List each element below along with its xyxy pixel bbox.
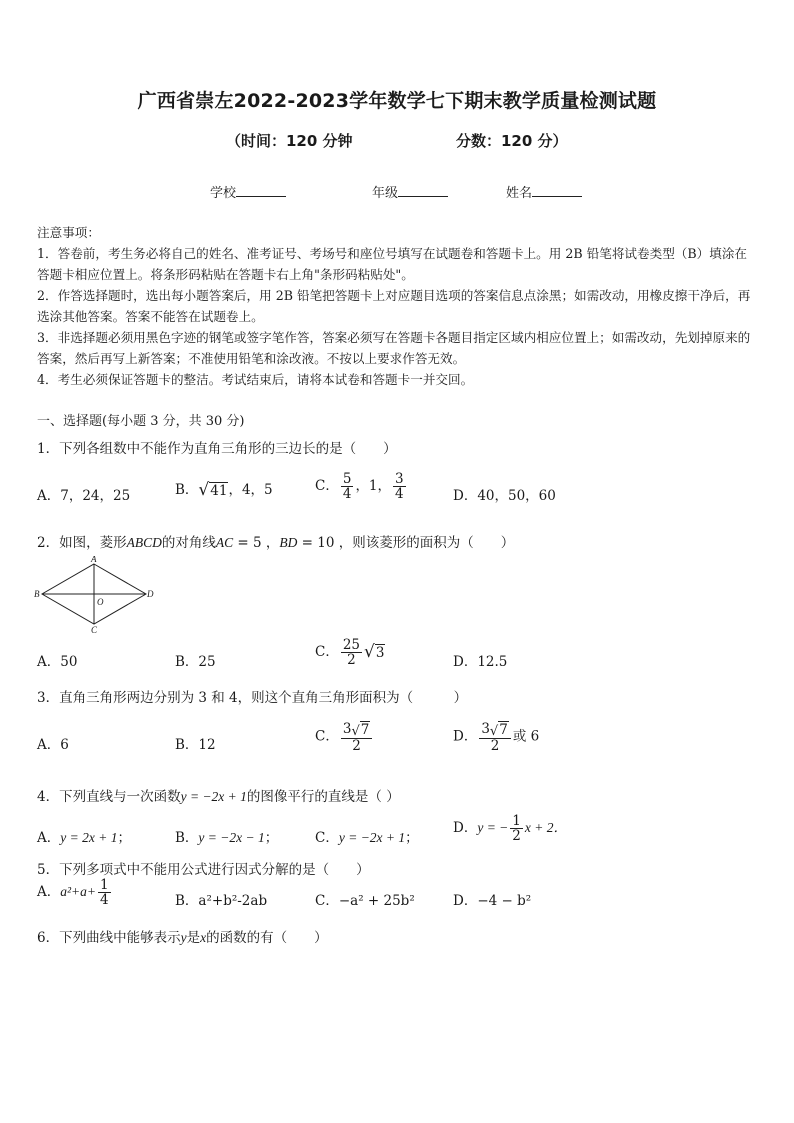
q2-option-c: C． $\frac{25}{2}$ √ 3	[315, 637, 385, 669]
q3-option-b: B．12	[175, 737, 216, 753]
q1-option-d: D．40，50，60	[453, 488, 556, 504]
q1-option-a: A．7，24，25	[37, 488, 131, 504]
note-2: 2．作答选择题时，选出每小题答案后，用 2B 铅笔把答题卡上对应题目选项的答案信息点涂黑；如需改动，用橡皮擦干净后，再选涂其他答案。答案不能答在试题卷上。	[37, 288, 751, 324]
vertex-label-d: D	[147, 589, 154, 599]
fraction: 3 √ 7 2	[479, 721, 510, 753]
q2-option-d: D．12.5	[453, 654, 508, 670]
q4-option-b: B．y = −2x − 1；	[175, 830, 279, 846]
vertex-label-c: C	[91, 625, 98, 635]
q6-stem: 6．下列曲线中能够表示y是x的函数的有（ ）	[37, 930, 328, 946]
vertex-label-a: A	[91, 556, 97, 564]
name-blank	[532, 184, 582, 197]
fraction: $\frac{1}{4}$	[100, 877, 109, 909]
q5-option-d: D．−4 − b²	[453, 893, 532, 909]
vertex-label-b: B	[34, 589, 40, 599]
note-4: 4．考生必须保证答题卡的整洁。考试结束后，请将本试卷和答题卡一并交回。	[37, 372, 474, 387]
q5-option-b: B．a²+b²-2ab	[175, 893, 268, 909]
q3-stem: 3．直角三角形两边分别为 3 和 4，则这个直角三角形面积为（ ）	[37, 690, 468, 706]
grade-label: 年级	[372, 186, 399, 201]
q4-stem: 4．下列直线与一次函数y = −2x + 1的图像平行的直线是（ ）	[37, 789, 400, 805]
q4-option-a: A．y = 2x + 1；	[37, 830, 131, 846]
fraction: $\frac{5}{4}$	[342, 471, 352, 503]
q5-option-c: C．−a² + 25b²	[315, 893, 415, 909]
q5-option-a: A．a²+a+ $\frac{1}{4}$	[37, 877, 109, 909]
notes-heading: 注意事项：	[37, 225, 100, 240]
sqrt-symbol: √ 41	[198, 480, 228, 501]
note-3: 3．非选择题必须用黑色字迹的钢笔或签字笔作答，答案必须写在答题卡各题目指定区域内相应位置上；如需改动，先划掉原来的答案，然后再写上新答案；不准使用铅笔和涂改液。不按以上要求作答无效。	[37, 330, 751, 366]
q2-option-b: B．25	[175, 654, 216, 670]
q3-option-a: A．6	[37, 737, 69, 753]
fraction: 3 √ 7 2	[341, 721, 372, 753]
center-label-o: O	[97, 597, 104, 607]
rhombus-figure	[34, 556, 158, 636]
name-label: 姓名	[506, 186, 533, 201]
school-blank	[236, 184, 286, 197]
time-label: （时间：120 分钟	[226, 132, 353, 150]
fraction: $\frac{3}{4}$	[395, 471, 404, 503]
grade-field	[372, 182, 448, 201]
q4-option-c: C．y = −2x + 1；	[315, 830, 419, 846]
q5-stem: 5．下列多项式中不能用公式进行因式分解的是（ ）	[37, 862, 370, 878]
q4-option-d: D．y = − $\frac{1}{2}$ x + 2．	[453, 813, 567, 845]
score-label: 分数：120 分）	[456, 132, 568, 150]
school-label: 学校	[210, 186, 237, 201]
q3-option-d: D． 3 √ 7 2 或 6	[453, 721, 540, 755]
q3-option-c: C． 3 √ 7 2	[315, 721, 374, 753]
q2-option-a: A．50	[37, 654, 78, 670]
name-field	[506, 182, 582, 201]
page-title: 广西省崇左2022-2023学年数学七下期末教学质量检测试题	[137, 90, 657, 112]
q1-stem: 1．下列各组数中不能作为直角三角形的三边长的是（ ）	[37, 441, 397, 457]
school-field	[210, 182, 286, 201]
sqrt-symbol: √ 3	[364, 642, 385, 663]
q1-option-c: C． $\frac{5}{4}$ ，1， $\frac{3}{4}$	[315, 471, 404, 503]
fraction: $\frac{1}{2}$	[512, 813, 521, 845]
fraction: $\frac{25}{2}$	[342, 637, 361, 669]
grade-blank	[398, 184, 448, 197]
section-heading: 一、选择题(每小题 3 分，共 30 分)	[37, 414, 245, 429]
q1-option-b: B． √ 41 ，4，5	[175, 480, 273, 501]
q2-stem: 2．如图，菱形ABCD的对角线AC = 5 ，BD = 10 ，则该菱形的面积为（ ）	[37, 535, 515, 551]
note-1: 1．答卷前，考生务必将自己的姓名、准考证号、考场号和座位号填写在试题卷和答题卡上。用 2B 铅笔将试卷类型（B）填涂在答题卡相应位置上。将条形码粘贴在答题卡右上角"条形码粘贴处"。	[37, 246, 748, 282]
